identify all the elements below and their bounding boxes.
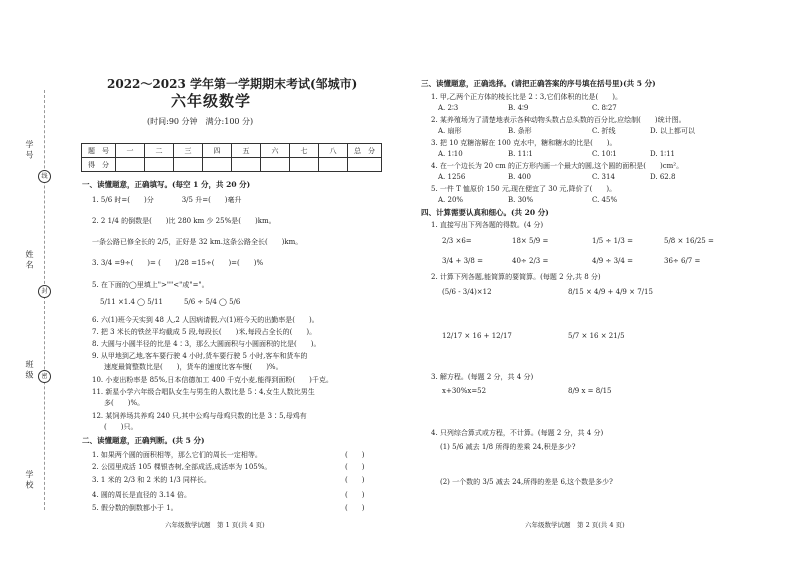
score-cell: 二 — [145, 144, 174, 158]
calc-2-item: (5/6 - 3/4)×12 — [442, 288, 492, 296]
page-footer-left: 六年级数学试题 第 1 页(共 4 页) — [165, 521, 265, 529]
choice-4-option-a: A. 1256 — [438, 173, 466, 181]
choice-2-option-c: C. 折线 — [592, 127, 616, 135]
calc-2-instruction: 2. 计算下列各题,能简算的要简算。(每题 2 分,共 8 分) — [431, 273, 601, 281]
score-table-score-row — [82, 158, 382, 172]
section-2-heading: 二、读懂题意，正确判断。(共 5 分) — [82, 436, 205, 445]
question-5-items: 5/11 ×1.4 ◯ 5/11 5/6 ÷ 5/4 ◯ 5/6 — [100, 298, 241, 306]
choice-1-option-c: C. 8∶27 — [592, 104, 617, 112]
question-12: 12. 某饲养场共养鸡 240 只,其中公鸡与母鸡只数的比是 3∶5,母鸡有 — [92, 412, 307, 420]
choice-1: 1. 甲,乙两个正方体的棱长比是 2∶3,它们体积的比是( )。 — [431, 93, 622, 101]
seal-line: 线 — [38, 170, 51, 183]
question-9: 9. 从甲地到乙地,客车要行驶 4 小时,货车要行驶 5 小时,客车和货车的 — [92, 352, 308, 360]
calc-1-item: 5/8 × 16/25 = — [664, 237, 714, 245]
calc-1-item: 40÷ 2/3 = — [512, 257, 549, 265]
question-3: 3. 3/4 =9÷( )= ( )/28 =15÷( )=( )% — [92, 259, 264, 267]
question-12b: ( )只。 — [104, 423, 138, 431]
score-input-cell[interactable] — [174, 158, 203, 172]
subject-title: 六年级数学 — [171, 92, 252, 110]
choice-3-option-c: C. 10∶1 — [592, 150, 617, 158]
score-input-cell[interactable] — [290, 158, 319, 172]
choice-4-option-b: B. 400 — [508, 173, 531, 181]
choice-5-option-b: B. 30% — [508, 196, 534, 204]
choice-4-option-d: D. 62.8 — [650, 173, 676, 181]
score-cell: 题 号 — [82, 144, 116, 158]
section-3-heading: 三、读懂题意，正确选择。(请把正确答案的序号填在括号里)(共 5 分) — [421, 79, 656, 88]
score-cell: 五 — [232, 144, 261, 158]
score-cell: 总 分 — [348, 144, 382, 158]
choice-1-option-b: B. 4∶9 — [508, 104, 529, 112]
choice-2-option-a: A. 扇形 — [438, 127, 462, 135]
calc-1-item: 3/4 + 3/8 = — [442, 257, 483, 265]
question-2: 2. 2 1/4 的倒数是( )比 280 km 少 25%是( )km。 — [92, 217, 276, 225]
judge-answer-box[interactable]: ( ) — [345, 491, 365, 499]
choice-3-option-b: B. 11∶1 — [508, 150, 533, 158]
word-problem-2: (2) 一个数的 3/5 减去 24,所得的差是 6,这个数是多少? — [440, 478, 613, 486]
score-cell: 得 分 — [82, 158, 116, 172]
equation-1: x+30%x=52 — [442, 387, 487, 395]
exam-title: 2022～2023 学年第一学期期末考试(邹城市) — [107, 77, 358, 91]
score-cell: 一 — [116, 144, 145, 158]
score-input-cell[interactable] — [261, 158, 290, 172]
score-input-cell[interactable] — [348, 158, 382, 172]
choice-3-option-d: D. 1∶11 — [650, 150, 675, 158]
section-4-heading: 四、计算需要认真和细心。(共 20 分) — [421, 208, 549, 217]
score-cell: 七 — [290, 144, 319, 158]
section-1-heading: 一、读懂题意，正确填写。(每空 1 分，共 20 分) — [82, 180, 251, 189]
score-cell: 三 — [174, 144, 203, 158]
margin-label-class: 班 级 — [25, 360, 34, 379]
question-1: 1. 5/6 时=( )分 3/5 升=( )毫升 — [92, 196, 242, 204]
score-input-cell[interactable] — [232, 158, 261, 172]
judge-5: 5. 假分数的倒数都小于 1。 — [92, 504, 178, 512]
choice-5: 5. 一件 T 恤原价 150 元,现在便宜了 30 元,降价了( )。 — [431, 185, 617, 193]
margin-label-name: 姓 名 — [25, 250, 34, 269]
score-input-cell[interactable] — [319, 158, 348, 172]
calc-4-instruction: 4. 只列综合算式或方程，不计算。(每题 2 分，共 4 分) — [431, 429, 604, 437]
word-problem-1: (1) 5/6 减去 1/8 所得的差乘 24,积是多少? — [440, 443, 576, 451]
calc-1-item: 4/9 ÷ 3/4 = — [592, 257, 633, 265]
score-cell: 四 — [203, 144, 232, 158]
choice-5-option-a: A. 20% — [438, 196, 464, 204]
question-2b: 一条公路已修全长的 2/5，正好是 32 km.这条公路全长( )km。 — [92, 238, 303, 246]
choice-4: 4. 在一个边长为 20 cm 的正方形内画一个最大的圆,这个圆的面积是( )cm²。 — [431, 162, 684, 170]
judge-answer-box[interactable]: ( ) — [345, 463, 365, 471]
judge-3: 3. 1 米的 2/3 和 2 米的 1/3 同样长。 — [92, 476, 211, 484]
score-cell: 八 — [319, 144, 348, 158]
calc-1-item: 36÷ 6/7 = — [664, 257, 701, 265]
score-input-cell[interactable] — [203, 158, 232, 172]
choice-1-option-a: A. 2∶3 — [438, 104, 459, 112]
page-footer-right: 六年级数学试题 第 2 页(共 4 页) — [525, 521, 625, 529]
calc-1-item: 2/3 ×6= — [442, 237, 472, 245]
judge-1: 1. 如果两个圆的面积相等，那么它们的周长一定相等。 — [92, 451, 262, 459]
judge-answer-box[interactable]: ( ) — [345, 504, 365, 512]
score-input-cell[interactable] — [145, 158, 174, 172]
binding-line — [44, 90, 45, 510]
choice-3: 3. 把 10 克糖溶解在 100 克水中，糖和糖水的比是( )。 — [431, 139, 617, 147]
seal-seal: 封 — [38, 285, 51, 298]
question-5: 5. 在下面的◯里填上">""<"或"="。 — [92, 281, 209, 289]
calc-1-item: 18× 5/9 = — [512, 237, 549, 245]
choice-2-option-b: B. 条形 — [508, 127, 532, 135]
exam-info: (时间:90 分钟 满分:100 分) — [147, 117, 254, 126]
calc-3-instruction: 3. 解方程。(每题 2 分，共 4 分) — [431, 373, 534, 381]
calc-2-item: 8/15 × 4/9 + 4/9 × 7/15 — [568, 288, 653, 296]
score-input-cell[interactable] — [116, 158, 145, 172]
question-7: 7. 把 3 米长的铁丝平均截成 5 段,每段长( )米,每段占全长的( )。 — [92, 328, 317, 336]
question-9b: 速度最简整数比是( )，货车的速度比客车慢( )%。 — [104, 363, 283, 371]
seal-secret: 密 — [38, 370, 51, 383]
choice-4-option-c: C. 314 — [592, 173, 615, 181]
score-table-header-row — [82, 144, 382, 158]
choice-2-option-d: D. 以上都可以 — [650, 127, 695, 135]
question-11b: 多( )%。 — [104, 399, 145, 407]
judge-4: 4. 圆的周长是直径的 3.14 倍。 — [92, 491, 191, 499]
judge-2: 2. 公园里成活 105 棵银杏树,全部成活,成活率为 105%。 — [92, 463, 272, 471]
score-cell: 六 — [261, 144, 290, 158]
question-8: 8. 大圆与小圆半径的比是 4∶3，那么大圆面积与小圆面积的比是( )。 — [92, 340, 321, 348]
question-6: 6. 六(1)班今天实到 48 人,2 人因病请假,六(1)班今天的出勤率是( )。 — [92, 316, 319, 324]
question-11: 11. 新星小学六年级合唱队女生与男生的人数比是 5∶4,女生人数比男生 — [92, 388, 315, 396]
choice-3-option-a: A. 1∶10 — [438, 150, 463, 158]
calc-1-item: 1/5 ÷ 1/3 = — [592, 237, 633, 245]
calc-1-instruction: 1. 直接写出下列各题的得数。(4 分) — [431, 221, 544, 229]
choice-5-option-c: C. 45% — [592, 196, 618, 204]
equation-2: 8/9 x = 8/15 — [568, 387, 612, 395]
score-table — [81, 143, 382, 172]
margin-label-school: 学 校 — [25, 470, 34, 489]
calc-2-item: 12/17 × 16 + 12/17 — [442, 332, 512, 340]
margin-label-student-id: 学 号 — [25, 140, 34, 159]
calc-2-item: 5/7 × 16 × 21/5 — [568, 332, 625, 340]
judge-answer-box[interactable]: ( ) — [345, 476, 365, 484]
choice-2: 2. 某养殖场为了清楚地表示各种动物头数占总头数的百分比,应绘制( )统计图。 — [431, 116, 686, 124]
question-10: 10. 小麦出粉率是 85%,日本信德加工 400 千克小麦,能得到面粉( )千克。 — [92, 376, 333, 384]
judge-answer-box[interactable]: ( ) — [345, 451, 365, 459]
